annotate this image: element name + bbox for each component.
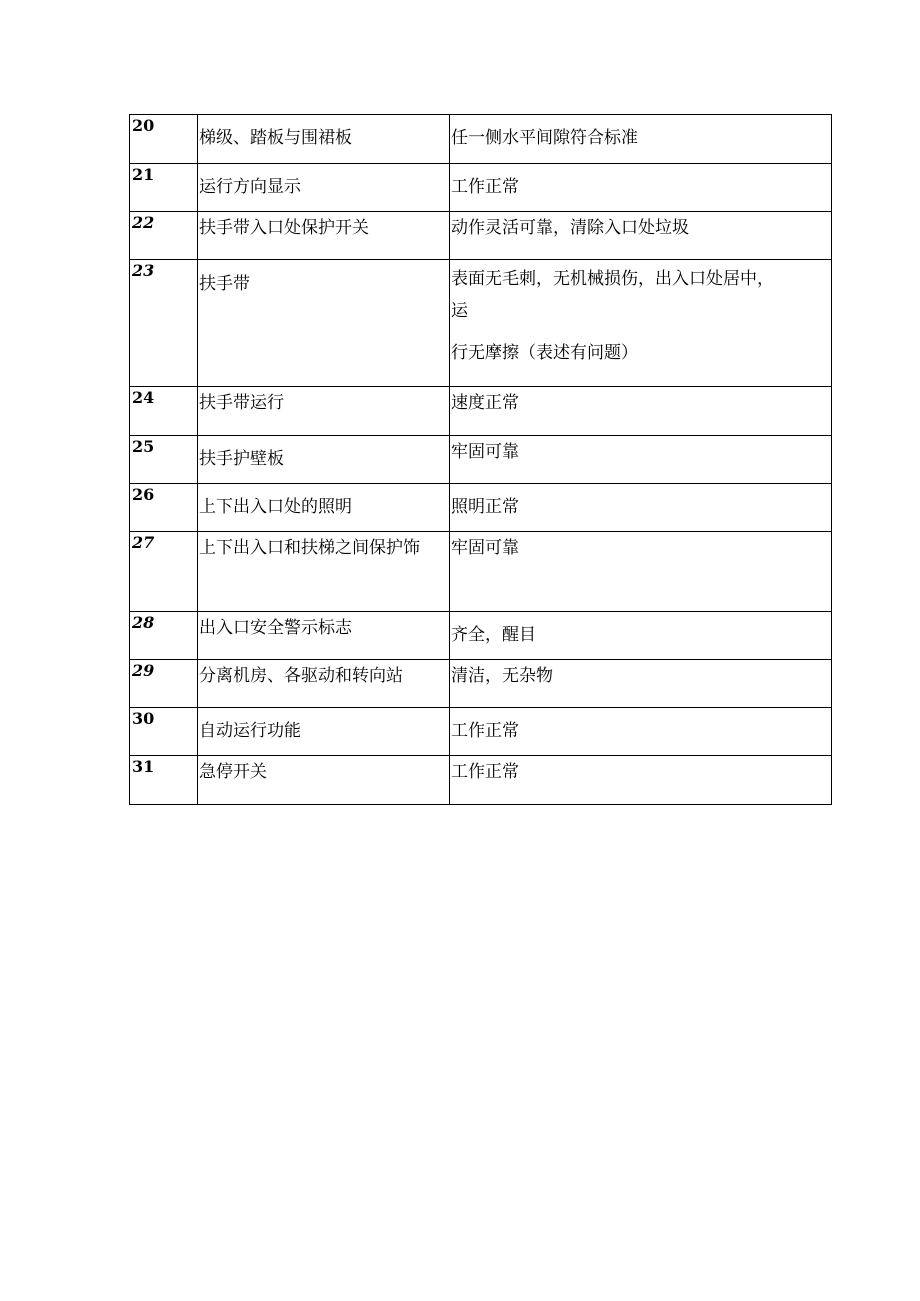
- item-cell: [198, 164, 450, 212]
- inspection-table: [129, 114, 832, 805]
- item-cell: [198, 660, 450, 708]
- item-name: 自动运行功能: [199, 721, 301, 741]
- item-cell: [198, 436, 450, 484]
- row-number-cell: [130, 756, 198, 805]
- row-number: 20: [132, 116, 155, 135]
- requirement-cell: [450, 756, 832, 805]
- item-name: 运行方向显示: [199, 177, 301, 197]
- row-number: 28: [132, 613, 155, 632]
- requirement-text: 速度正常: [451, 393, 519, 413]
- row-number: 27: [132, 533, 155, 552]
- item-name: 急停开关: [199, 762, 267, 782]
- item-cell: [198, 115, 450, 164]
- row-number-cell: [130, 387, 198, 436]
- row-number-cell: [130, 660, 198, 708]
- row-number-cell: [130, 532, 198, 612]
- requirement-cell: [450, 115, 832, 164]
- requirement-text: 照明正常: [451, 497, 519, 517]
- requirement-cell: [450, 612, 832, 660]
- requirement-text: 任一侧水平间隙符合标准: [451, 128, 638, 148]
- item-cell: [198, 612, 450, 660]
- row-number: 22: [132, 213, 155, 232]
- requirement-cell: [450, 260, 832, 387]
- requirement-text: 表面无毛刺，无机械损伤，出入口处居中，: [451, 269, 774, 289]
- row-number: 25: [132, 437, 155, 456]
- row-number: 26: [132, 485, 155, 504]
- requirement-text: 动作灵活可靠，清除入口处垃圾: [451, 218, 689, 238]
- item-name: 出入口安全警示标志: [199, 618, 352, 638]
- item-name: 扶手带入口处保护开关: [199, 218, 369, 238]
- table-row: [130, 708, 832, 756]
- row-number-cell: [130, 708, 198, 756]
- row-number: 21: [132, 165, 155, 184]
- item-cell: [198, 260, 450, 387]
- requirement-cell: [450, 436, 832, 484]
- requirement-cell: [450, 212, 832, 260]
- row-number: 31: [132, 757, 155, 776]
- item-name: 上下出入口处的照明: [199, 497, 352, 517]
- item-cell: [198, 756, 450, 805]
- item-name: 扶手带运行: [199, 393, 284, 413]
- item-name: 分离机房、各驱动和转向站: [199, 666, 403, 686]
- requirement-text: 工作正常: [451, 721, 519, 741]
- requirement-text-continued: 行无摩擦（表述有问题）: [451, 343, 638, 363]
- requirement-cell: [450, 708, 832, 756]
- table-row: [130, 756, 832, 805]
- requirement-text: 清洁，无杂物: [451, 666, 553, 686]
- requirement-text: 齐全，醒目: [451, 625, 536, 645]
- item-cell: [198, 484, 450, 532]
- requirement-cell: [450, 164, 832, 212]
- item-cell: [198, 532, 450, 612]
- row-number: 23: [132, 261, 155, 280]
- requirement-text: 工作正常: [451, 177, 519, 197]
- row-number-cell: [130, 484, 198, 532]
- item-cell: [198, 212, 450, 260]
- row-number-cell: [130, 612, 198, 660]
- table-row: [130, 164, 832, 212]
- table-row: [130, 436, 832, 484]
- table-row: [130, 260, 832, 387]
- item-name: 扶手带: [199, 274, 250, 294]
- requirement-cell: [450, 532, 832, 612]
- item-name: 上下出入口和扶梯之间保护饰: [199, 538, 420, 558]
- requirement-cell: [450, 387, 832, 436]
- row-number: 24: [132, 388, 155, 407]
- row-number-cell: [130, 260, 198, 387]
- item-name: 梯级、踏板与围裙板: [199, 128, 352, 148]
- requirement-text: 牢固可靠: [451, 538, 519, 558]
- requirement-cell: [450, 484, 832, 532]
- requirement-cell: [450, 660, 832, 708]
- row-number-cell: [130, 436, 198, 484]
- table-row: [130, 660, 832, 708]
- table-row: [130, 532, 832, 612]
- table-row: [130, 387, 832, 436]
- table-row: [130, 115, 832, 164]
- row-number-cell: [130, 212, 198, 260]
- row-number: 30: [132, 709, 155, 728]
- requirement-text: 工作正常: [451, 762, 519, 782]
- row-number: 29: [132, 661, 155, 680]
- requirement-text: 牢固可靠: [451, 442, 519, 462]
- table-row: [130, 612, 832, 660]
- requirement-text-continued: 运: [451, 301, 468, 321]
- table-row: [130, 484, 832, 532]
- row-number-cell: [130, 164, 198, 212]
- item-name: 扶手护壁板: [199, 449, 284, 469]
- table-row: [130, 212, 832, 260]
- item-cell: [198, 708, 450, 756]
- item-cell: [198, 387, 450, 436]
- row-number-cell: [130, 115, 198, 164]
